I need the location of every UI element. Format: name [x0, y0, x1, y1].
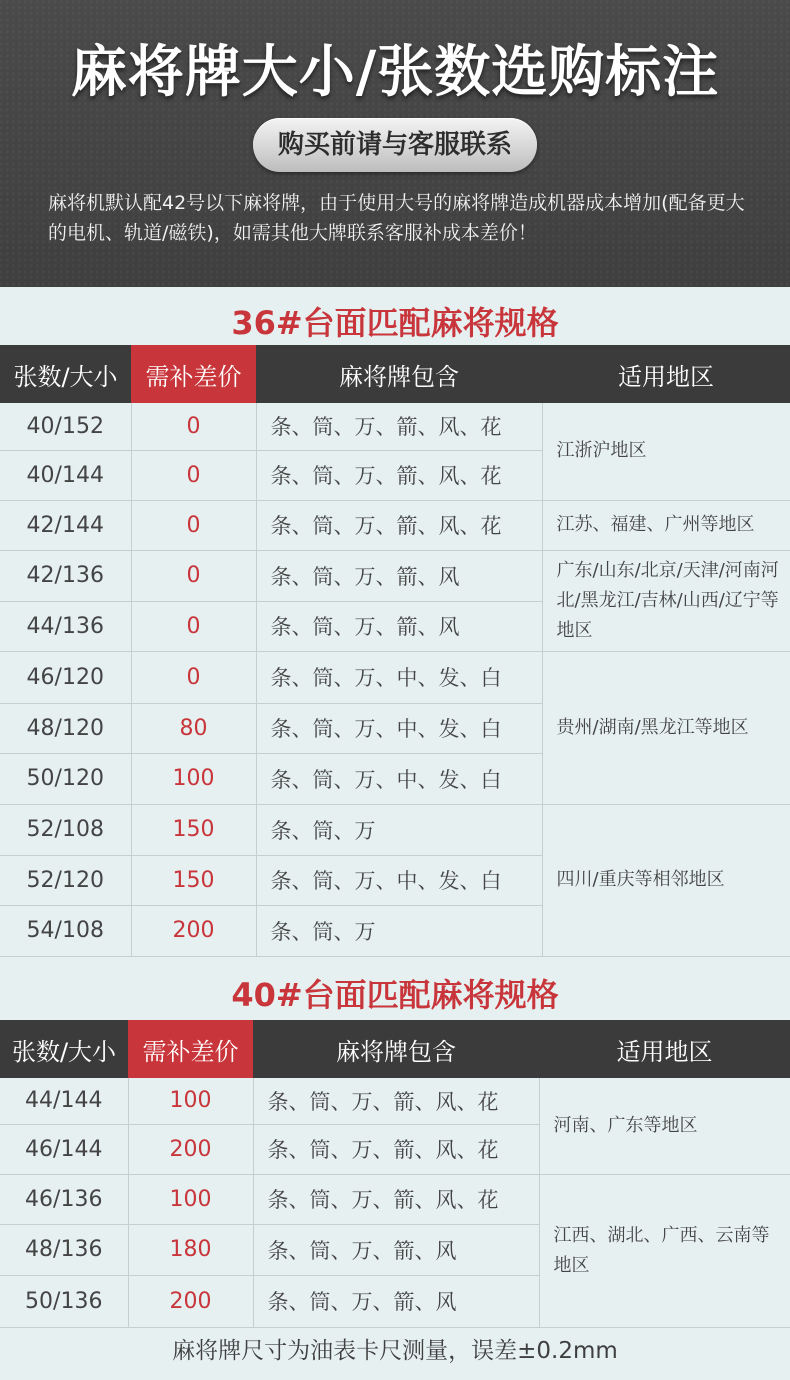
price-cell: 100 [131, 753, 256, 804]
tiles-cell: 条、筒、万、箭、风、花 [256, 450, 542, 500]
table-row [0, 804, 790, 855]
size-cell: 46/136 [0, 1174, 128, 1224]
region-cell: 江苏、福建、广州等地区 [542, 500, 790, 550]
price-cell: 0 [131, 601, 256, 651]
column-header-region: 适用地区 [539, 1020, 790, 1078]
price-cell: 0 [131, 651, 256, 703]
price-cell: 200 [128, 1275, 253, 1327]
table-row [0, 1174, 790, 1224]
price-cell: 0 [131, 500, 256, 550]
size-cell: 40/152 [0, 403, 131, 450]
price-cell: 100 [128, 1174, 253, 1224]
spec-table-36 [0, 345, 790, 957]
tiles-cell: 条、筒、万、中、发、白 [256, 703, 542, 753]
size-cell: 44/136 [0, 601, 131, 651]
region-cell: 江浙沪地区 [542, 403, 790, 500]
size-cell: 50/136 [0, 1275, 128, 1327]
table-row [0, 1078, 790, 1124]
column-header-size: 张数/大小 [0, 345, 131, 403]
region-cell: 贵州/湖南/黑龙江等地区 [542, 651, 790, 804]
tiles-cell: 条、筒、万、箭、风 [256, 601, 542, 651]
tiles-cell: 条、筒、万、箭、风、花 [256, 403, 542, 450]
price-cell: 100 [128, 1078, 253, 1124]
page-title: 麻将牌大小/张数选购标注 [70, 40, 720, 105]
section-title-36: 36#台面匹配麻将规格 [231, 304, 559, 342]
table-row [0, 403, 790, 450]
size-cell: 42/136 [0, 550, 131, 601]
tiles-cell: 条、筒、万 [256, 905, 542, 956]
table-header-row [0, 1020, 790, 1078]
tiles-cell: 条、筒、万、中、发、白 [256, 651, 542, 703]
tiles-cell: 条、筒、万、箭、风、花 [253, 1174, 539, 1224]
price-cell: 200 [131, 905, 256, 956]
contact-service-button[interactable]: 购买前请与客服联系 [253, 118, 537, 172]
header-banner [0, 0, 790, 287]
column-header-price: 需补差价 [128, 1020, 253, 1078]
tiles-cell: 条、筒、万、箭、风、花 [253, 1078, 539, 1124]
spec-table-40 [0, 1020, 790, 1328]
size-cell: 40/144 [0, 450, 131, 500]
price-cell: 80 [131, 703, 256, 753]
size-cell: 42/144 [0, 500, 131, 550]
size-cell: 46/120 [0, 651, 131, 703]
price-cell: 0 [131, 403, 256, 450]
tiles-cell: 条、筒、万、箭、风、花 [256, 500, 542, 550]
column-header-size: 张数/大小 [0, 1020, 128, 1078]
intro-text: 麻将机默认配42号以下麻将牌，由于使用大号的麻将牌造成机器成本增加(配备更大的电机、轨道/磁铁)，如需其他大牌联系客服补成本差价！ [48, 192, 745, 244]
section-title-40: 40#台面匹配麻将规格 [231, 976, 559, 1014]
tiles-cell: 条、筒、万、箭、风、花 [253, 1124, 539, 1174]
column-header-region: 适用地区 [542, 345, 790, 403]
size-cell: 54/108 [0, 905, 131, 956]
tiles-cell: 条、筒、万、中、发、白 [256, 753, 542, 804]
tiles-cell: 条、筒、万、箭、风 [256, 550, 542, 601]
price-cell: 150 [131, 804, 256, 855]
price-cell: 0 [131, 450, 256, 500]
size-cell: 50/120 [0, 753, 131, 804]
size-cell: 52/108 [0, 804, 131, 855]
size-cell: 48/136 [0, 1224, 128, 1275]
price-cell: 200 [128, 1124, 253, 1174]
column-header-price: 需补差价 [131, 345, 256, 403]
tiles-cell: 条、筒、万、箭、风 [253, 1224, 539, 1275]
column-header-tiles: 麻将牌包含 [256, 345, 542, 403]
size-cell: 52/120 [0, 855, 131, 905]
price-cell: 150 [131, 855, 256, 905]
size-cell: 48/120 [0, 703, 131, 753]
price-cell: 180 [128, 1224, 253, 1275]
table-row [0, 500, 790, 550]
price-cell: 0 [131, 550, 256, 601]
size-cell: 44/144 [0, 1078, 128, 1124]
region-cell: 江西、湖北、广西、云南等地区 [539, 1174, 790, 1327]
region-cell: 四川/重庆等相邻地区 [542, 804, 790, 956]
size-cell: 46/144 [0, 1124, 128, 1174]
tiles-cell: 条、筒、万 [256, 804, 542, 855]
region-cell: 广东/山东/北京/天津/河南河北/黑龙江/吉林/山西/辽宁等地区 [542, 550, 790, 651]
tiles-cell: 条、筒、万、中、发、白 [256, 855, 542, 905]
region-cell: 河南、广东等地区 [539, 1078, 790, 1174]
table-header-row [0, 345, 790, 403]
table-row [0, 550, 790, 601]
table-row [0, 651, 790, 703]
column-header-tiles: 麻将牌包含 [253, 1020, 539, 1078]
tiles-cell: 条、筒、万、箭、风 [253, 1275, 539, 1327]
measurement-note: 麻将牌尺寸为油表卡尺测量，误差±0.2mm [172, 1338, 618, 1364]
